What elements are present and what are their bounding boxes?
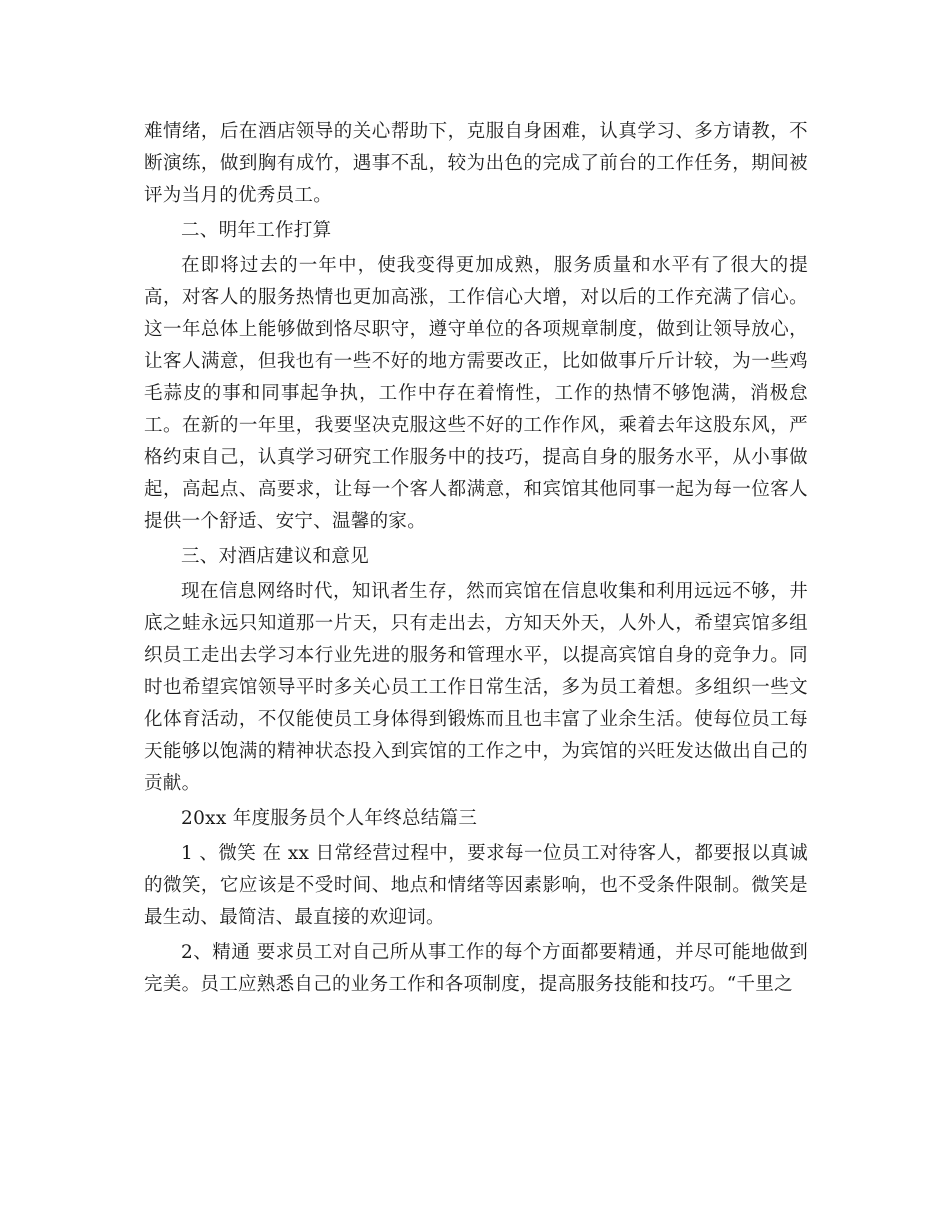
paragraph-plan: 在即将过去的一年中，使我变得更加成熟，服务质量和水平有了很大的提高，对客人的服务热情也更加高涨，工作信心大增，对以后的工作充满了信心。这一年总体上能够做到恪尽职守，遵守单位的各项规章制度，做到让领导放心，让客人满意，但我也有一些不好的地方需要改正，比如做事斤斤计较，为一些鸡毛蒜皮的事和同事起争执，工作中存在着惰性，工作的热情不够饱满，消极怠工。在新的一年里，我要坚决克服这些不好的工作作风，乘着去年这股东风，严格约束自己，认真学习研究工作服务中的技巧，提高自身的服务水平，从小事做起，高起点、高要求，让每一个客人都满意，和宾馆其他同事一起为每一位客人提供一个舒适、安宁、温馨的家。 [144,255,808,532]
paragraph-proficiency: 2、精通 要求员工对自己所从事工作的每个方面都要精通，并尽可能地做到完美。员工应熟悉自己的业务工作和各项制度，提高服务技能和技巧。“千里之 [144,942,808,995]
article-title-part-three: 20xx 年度服务员个人年终总结篇三 [181,808,478,829]
paragraph-smile: 1 、微笑 在 xx 日常经营过程中，要求每一位员工对待客人，都要报以真诚的微笑，它应该是不受时间、地点和情绪等因素影响，也不受条件限制。微笑是最生动、最简洁、最直接的欢迎词。 [144,843,808,928]
paragraph-suggestions: 现在信息网络时代，知讯者生存，然而宾馆在信息收集和利用远远不够，井底之蛙永远只知道那一片天，只有走出去，方知天外天，人外人，希望宾馆多组织员工走出去学习本行业先进的服务和管理水平，以提高宾馆自身的竞争力。同时也希望宾馆领导平时多关心员工工作日常生活，多为员工着想。多组织一些文化体育活动，不仅能使员工身体得到锻炼而且也丰富了业余生活。使每位员工每天能够以饱满的精神状态投入到宾馆的工作之中，为宾馆的兴旺发达做出自己的贡献。 [144,581,808,794]
document-body [144,116,808,1004]
section-heading-suggestions: 三、对酒店建议和意见 [181,546,370,567]
section-heading-plan: 二、明年工作打算 [181,220,332,241]
paragraph-continuation: 难情绪，后在酒店领导的关心帮助下，克服自身困难，认真学习、多方请教，不断演练，做到胸有成竹，遇事不乱，较为出色的完成了前台的工作任务，期间被评为当月的优秀员工。 [144,121,808,206]
